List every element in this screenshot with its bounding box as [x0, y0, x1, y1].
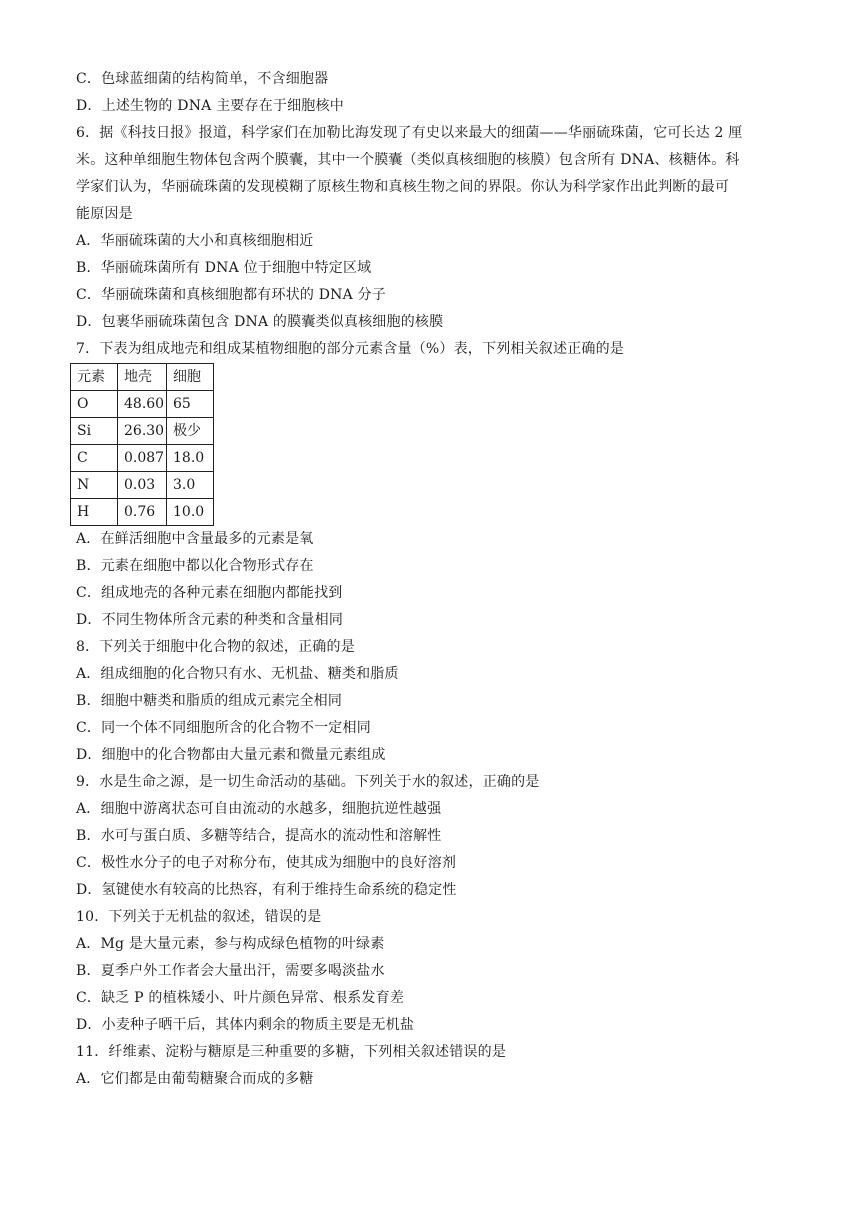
- table-cell: 48.60: [118, 391, 167, 418]
- question-11-stem: 11．纤维素、淀粉与糖原是三种重要的多糖，下列相关叙述错误的是: [76, 1044, 507, 1060]
- option-10b: B．夏季户外工作者会大量出汗，需要多喝淡盐水: [76, 963, 385, 979]
- table-cell: 10.0: [167, 499, 214, 526]
- table-header-cell: 地壳: [118, 364, 167, 391]
- option-8a: A．组成细胞的化合物只有水、无机盐、糖类和脂质: [76, 666, 399, 682]
- table-row: [71, 418, 214, 445]
- table-header-row: [71, 364, 214, 391]
- option-6a: A．华丽硫珠菌的大小和真核细胞相近: [76, 233, 314, 249]
- table-header-cell: 元素: [71, 364, 118, 391]
- option-9d: D．氢键使水有较高的比热容，有利于维持生命系统的稳定性: [76, 882, 457, 898]
- table-row: [71, 499, 214, 526]
- option-9a: A．细胞中游离状态可自由流动的水越多，细胞抗逆性越强: [76, 801, 442, 817]
- option-6c: C．华丽硫珠菌和真核细胞都有环状的 DNA 分子: [76, 287, 386, 303]
- question-6-stem-line-4: 能原因是: [76, 206, 133, 222]
- question-6-stem-line-2: 米。这种单细胞生物体包含两个膜囊，其中一个膜囊（类似真核细胞的核膜）包含所有 DNA、核糖体。科: [76, 152, 740, 168]
- option-9c: C．极性水分子的电子对称分布，使其成为细胞中的良好溶剂: [76, 855, 457, 871]
- question-10-stem: 10．下列关于无机盐的叙述，错误的是: [76, 909, 322, 925]
- table-header-cell: 细胞: [167, 364, 214, 391]
- option-5c: C．色球蓝细菌的结构简单，不含细胞器: [76, 71, 329, 87]
- option-9b: B．水可与蛋白质、多糖等结合，提高水的流动性和溶解性: [76, 828, 442, 844]
- option-7d: D．不同生物体所含元素的种类和含量相同: [76, 612, 344, 628]
- table-cell: 26.30: [118, 418, 167, 445]
- option-7b: B．元素在细胞中都以化合物形式存在: [76, 558, 314, 574]
- table-cell: O: [71, 391, 118, 418]
- table-cell: 18.0: [167, 445, 214, 472]
- question-7-stem: 7．下表为组成地壳和组成某植物细胞的部分元素含量（%）表，下列相关叙述正确的是: [76, 341, 625, 357]
- option-6b: B．华丽硫珠菌所有 DNA 位于细胞中特定区域: [76, 260, 372, 276]
- page-content: [76, 66, 788, 1093]
- table-cell: N: [71, 472, 118, 499]
- table-row: [71, 472, 214, 499]
- table-cell: 0.087: [118, 445, 167, 472]
- option-8d: D．细胞中的化合物都由大量元素和微量元素组成: [76, 747, 386, 763]
- question-6-stem-line-1: 6．据《科技日报》报道，科学家们在加勒比海发现了有史以来最大的细菌——华丽硫珠菌，它可长达 2 厘: [76, 125, 743, 141]
- option-8b: B．细胞中糖类和脂质的组成元素完全相同: [76, 693, 343, 709]
- option-10d: D．小麦种子晒干后，其体内剩余的物质主要是无机盐: [76, 1017, 415, 1033]
- table-cell: 65: [167, 391, 214, 418]
- question-6-stem-line-3: 学家们认为，华丽硫珠菌的发现模糊了原核生物和真核生物之间的界限。你认为科学家作出此判断的最可: [76, 179, 730, 195]
- table-row: [71, 445, 214, 472]
- table-cell: Si: [71, 418, 118, 445]
- option-6d: D．包裹华丽硫珠菌包含 DNA 的膜囊类似真核细胞的核膜: [76, 314, 444, 330]
- table-cell: H: [71, 499, 118, 526]
- option-11a: A．它们都是由葡萄糖聚合而成的多糖: [76, 1071, 314, 1087]
- option-10c: C．缺乏 P 的植株矮小、叶片颜色异常、根系发育差: [76, 990, 405, 1006]
- option-10a: A．Mg 是大量元素，参与构成绿色植物的叶绿素: [76, 936, 385, 952]
- option-8c: C．同一个体不同细胞所含的化合物不一定相同: [76, 720, 371, 736]
- option-7c: C．组成地壳的各种元素在细胞内都能找到: [76, 585, 343, 601]
- table-cell: 0.76: [118, 499, 167, 526]
- element-content-table: [70, 363, 214, 526]
- table-row: [71, 391, 214, 418]
- question-8-stem: 8．下列关于细胞中化合物的叙述，正确的是: [76, 639, 355, 655]
- table-cell: 极少: [167, 418, 214, 445]
- question-9-stem: 9．水是生命之源，是一切生命活动的基础。下列关于水的叙述，正确的是: [76, 774, 540, 790]
- table-cell: 3.0: [167, 472, 214, 499]
- option-7a: A．在鲜活细胞中含量最多的元素是氧: [76, 531, 314, 547]
- option-5d: D．上述生物的 DNA 主要存在于细胞核中: [76, 98, 344, 114]
- table-cell: C: [71, 445, 118, 472]
- table-cell: 0.03: [118, 472, 167, 499]
